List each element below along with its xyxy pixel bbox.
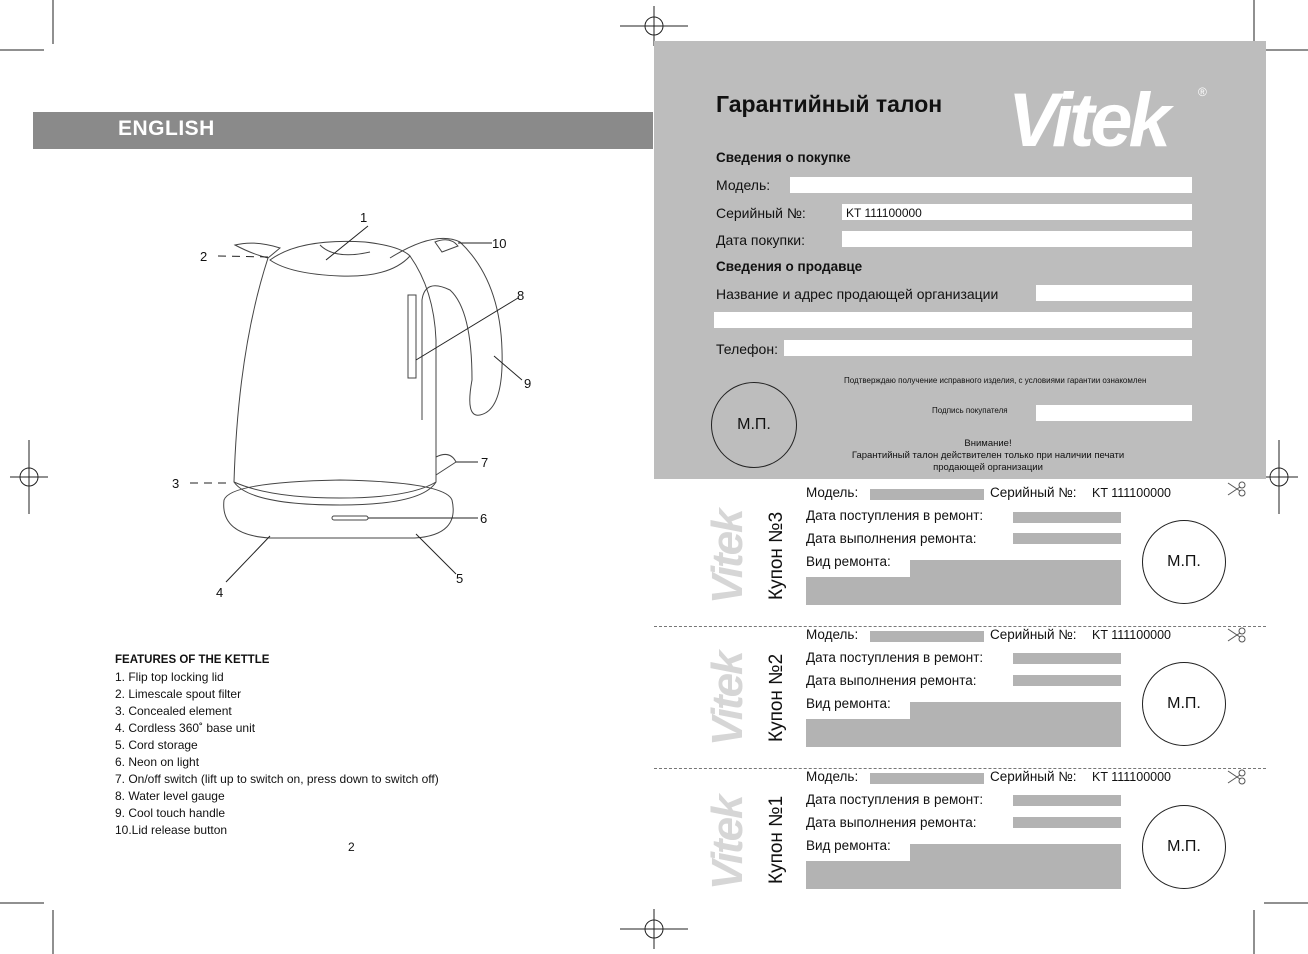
coupon-received-label: Дата поступления в ремонт: xyxy=(806,650,984,665)
coupon-model-field[interactable] xyxy=(870,489,984,500)
coupon-model-field[interactable] xyxy=(870,773,984,784)
coupon-repair-field[interactable] xyxy=(806,861,1121,889)
callout-1: 1 xyxy=(360,210,368,225)
kettle-base xyxy=(224,480,454,538)
coupon-done-field[interactable] xyxy=(1013,675,1121,686)
coupon-title: Купон №3 xyxy=(766,511,787,600)
seller-section-title: Сведения о продавце xyxy=(716,259,863,274)
coupon-serial-label: Серийный №: xyxy=(990,485,1077,500)
coupon-vitek-logo xyxy=(703,454,752,604)
confirm-text: Подтверждаю получение исправного изделия, с условиями гарантии ознакомлен xyxy=(844,376,1147,385)
feature-item: 7. On/off switch (lift up to switch on, press down to switch off) xyxy=(115,772,439,786)
warning-line-2: продающей организации xyxy=(933,462,1043,473)
coupon-serial-value: KT 111100000 xyxy=(1092,628,1172,642)
callout-3: 3 xyxy=(172,476,180,491)
on-off-switch xyxy=(436,454,456,475)
callout-6: 6 xyxy=(480,511,488,526)
scissors-icon xyxy=(1226,481,1248,497)
feature-item: 2. Limescale spout filter xyxy=(115,687,242,701)
registered-mark: ® xyxy=(1198,85,1207,99)
seller-address-field[interactable] xyxy=(714,312,1192,328)
registration-mark-top xyxy=(620,6,688,46)
phone-field[interactable] xyxy=(784,340,1192,356)
coupon-repair-field[interactable] xyxy=(910,560,1121,577)
callout-9: 9 xyxy=(524,376,532,391)
svg-text:Vitek: Vitek xyxy=(1008,78,1167,163)
svg-text:Vitek: Vitek xyxy=(703,796,752,890)
coupon-done-field[interactable] xyxy=(1013,817,1121,828)
callout-7: 7 xyxy=(481,455,489,470)
kettle-diagram xyxy=(160,200,560,610)
feature-item: 10.Lid release button xyxy=(115,823,228,837)
seller-name-label: Название и адрес продающей организации xyxy=(716,286,999,302)
coupon-done-label: Дата выполнения ремонта: xyxy=(806,531,977,546)
features-list xyxy=(115,669,439,839)
coupon-received-label: Дата поступления в ремонт: xyxy=(806,508,984,523)
callout-2: 2 xyxy=(200,249,208,264)
coupon-done-field[interactable] xyxy=(1013,533,1121,544)
callout-8: 8 xyxy=(517,288,525,303)
callout-10: 10 xyxy=(492,236,507,251)
seller-name-field[interactable] xyxy=(1036,285,1192,301)
feature-item: 4. Cordless 360˚ base unit xyxy=(115,721,256,735)
kettle-handle xyxy=(390,238,502,420)
coupon-serial-label: Серийный №: xyxy=(990,769,1077,784)
warning-line-1: Гарантийный талон действителен только при наличии печати xyxy=(851,450,1125,461)
model-field[interactable] xyxy=(790,177,1192,193)
coupon-repair-label: Вид ремонта: xyxy=(806,554,891,569)
coupon-vitek-logo xyxy=(703,740,752,890)
language-label: ENGLISH xyxy=(118,117,215,140)
coupon-model-label: Модель: xyxy=(806,769,859,784)
coupon-vitek-logo xyxy=(703,596,752,746)
coupon-stamp: М.П. xyxy=(1142,520,1226,604)
coupon-model-label: Модель: xyxy=(806,485,859,500)
signature-field[interactable] xyxy=(1036,405,1192,421)
coupon-repair-field[interactable] xyxy=(910,702,1121,719)
serial-value: KT 111100000 xyxy=(846,206,922,220)
model-label: Модель: xyxy=(716,177,771,193)
scissors-icon xyxy=(1226,627,1248,643)
feature-item: 6. Neon on light xyxy=(115,755,200,769)
water-level-gauge xyxy=(408,295,416,378)
registration-mark-bottom xyxy=(620,909,688,949)
coupon-received-label: Дата поступления в ремонт: xyxy=(806,792,984,807)
feature-item: 5. Cord storage xyxy=(115,738,198,752)
feature-item: 1. Flip top locking lid xyxy=(115,670,224,684)
coupon-repair-label: Вид ремонта: xyxy=(806,696,891,711)
registration-mark-left xyxy=(10,440,48,514)
coupon-repair-field[interactable] xyxy=(910,844,1121,861)
coupon-title: Купон №2 xyxy=(766,653,787,742)
coupon-done-label: Дата выполнения ремонта: xyxy=(806,815,977,830)
coupon-serial-value: KT 111100000 xyxy=(1092,770,1172,784)
stamp-circle: М.П. xyxy=(711,382,797,468)
coupon-serial-label: Серийный №: xyxy=(990,627,1077,642)
coupon-serial-value: KT 111100000 xyxy=(1092,486,1172,500)
lid-release-button xyxy=(435,240,458,252)
page-number: 2 xyxy=(348,840,355,854)
callout-4: 4 xyxy=(216,585,224,600)
features-title: FEATURES OF THE KETTLE xyxy=(115,654,270,666)
kettle-lid xyxy=(270,241,410,276)
coupon-model-label: Модель: xyxy=(806,627,859,642)
warning-title: Внимание! xyxy=(964,438,1012,449)
coupon-stamp: М.П. xyxy=(1142,662,1226,746)
coupon-model-field[interactable] xyxy=(870,631,984,642)
coupon-title: Купон №1 xyxy=(766,795,787,884)
svg-text:Vitek: Vitek xyxy=(703,510,752,604)
coupon-received-field[interactable] xyxy=(1013,653,1121,664)
vitek-logo xyxy=(1008,78,1213,163)
coupon-received-field[interactable] xyxy=(1013,512,1121,523)
serial-label: Серийный №: xyxy=(716,205,806,221)
coupon-repair-label: Вид ремонта: xyxy=(806,838,891,853)
coupon-repair-field[interactable] xyxy=(806,719,1121,747)
feature-item: 8. Water level gauge xyxy=(115,789,225,803)
purchase-date-label: Дата покупки: xyxy=(716,232,805,248)
callout-5: 5 xyxy=(456,571,464,586)
coupon-done-label: Дата выполнения ремонта: xyxy=(806,673,977,688)
scissors-icon xyxy=(1226,769,1248,785)
purchase-section-title: Сведения о покупке xyxy=(716,150,851,165)
svg-text:Vitek: Vitek xyxy=(703,652,752,746)
serial-field[interactable] xyxy=(842,204,1192,220)
coupon-stamp: М.П. xyxy=(1142,805,1226,889)
purchase-date-field[interactable] xyxy=(842,231,1192,247)
feature-item: 3. Concealed element xyxy=(115,704,232,718)
kettle-body xyxy=(234,256,436,505)
phone-label: Телефон: xyxy=(716,341,778,357)
neon-light xyxy=(332,516,368,520)
coupon-repair-field[interactable] xyxy=(806,577,1121,605)
feature-item: 9. Cool touch handle xyxy=(115,806,226,820)
warning-block xyxy=(830,438,1146,474)
signature-label: Подпись покупателя xyxy=(932,406,1008,415)
warranty-title: Гарантийный талон xyxy=(716,91,943,117)
kettle-spout xyxy=(235,243,280,258)
coupon-received-field[interactable] xyxy=(1013,795,1121,806)
